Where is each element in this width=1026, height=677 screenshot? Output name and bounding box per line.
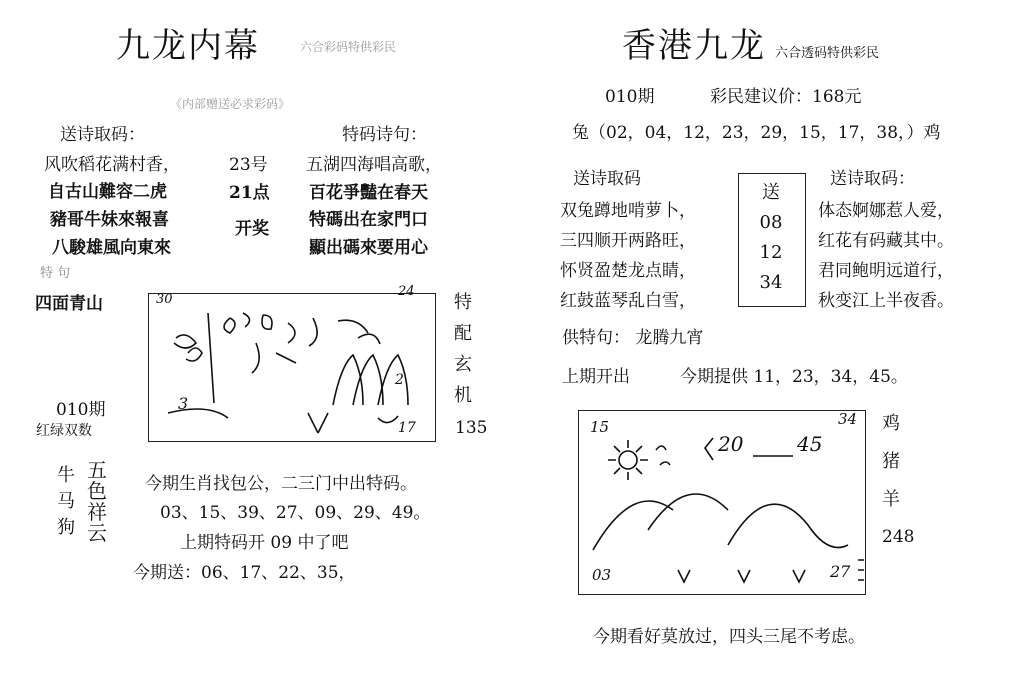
footer-line: 今期看好莫放过，四头三尾不考虑。 [593,627,865,647]
poem-line: 顯出碼來要用心 [309,238,428,258]
poem-line: 秋变江上半夜香。 [818,291,954,311]
hint-line: 今期生肖找包公，二三门中出特码。 [145,474,417,494]
sketch-number: 24 [398,284,415,299]
label-send-poem: 送诗取码： [60,125,145,145]
poem-line: 百花爭豔在春天 [309,183,428,203]
right-subtitle: 六合透码特供彩民 [775,46,880,61]
poem-line: 风吹稻花满村香， [44,155,180,175]
sketch-number: 3 [178,394,189,413]
number-line: 03、15、39、27、09、29、49。 [160,503,431,523]
label-send-right: 送诗取码： [830,169,915,189]
label-special-phrase: 特 句 [40,266,71,281]
poem-line: 豬哥牛妹來報喜 [50,210,169,230]
send-line: 今期送：06、17、22、35， [133,563,356,583]
poem-line: 八駿雄風向東來 [52,238,171,258]
side-animal-column: 鸡 猪 羊 [882,413,900,510]
right-title: 香港九龙 [622,26,766,66]
poem-line: 自古山難容二虎 [48,182,167,202]
sketch-number: 34 [838,410,858,428]
sketch-number: 15 [590,418,610,436]
poem-line: 三四顺开两路旺， [560,231,696,251]
sketch-number: 2 [395,372,404,388]
poem-line: 怀贤盈楚龙点睛， [560,261,696,281]
poem-line: 红花有码藏其中。 [818,231,954,251]
right-period: 010期 [605,87,655,107]
poem-line: 体态婀娜惹人爱， [818,201,954,221]
this-period-numbers: 今期提供 11，23，34，45。 [680,367,908,387]
xiangyun-column: 五 色 祥 云 [87,458,107,545]
left-sketch-drawing [148,293,434,440]
period-label: 010期 [56,400,106,420]
last-period-label: 上期开出 [562,367,630,387]
number-248: 248 [882,527,915,547]
price: 彩民建议价：168元 [710,87,862,107]
sketch-number: 17 [398,420,416,436]
draw-label: 开奖 [235,219,269,239]
animal-column: 牛 马 狗 [57,465,75,538]
sketch-number: 27 [830,562,851,581]
special-phrase: 四面青山 [35,294,103,314]
sketch-number: 30 [156,292,173,307]
poem-line: 五湖四海唱高歌， [306,155,442,175]
red-green-label: 红绿双数 [36,423,92,439]
send-number-list: 送 08 12 34 [759,182,783,293]
left-title: 九龙内幕 [116,26,260,66]
sketch-number: 45 [797,432,823,456]
poem-line: 君同鲍明远道行， [818,261,954,281]
poem-line: 特碼出在家門口 [309,210,428,230]
label-send-left: 送诗取码 [573,169,641,189]
number-135: 135 [455,418,488,438]
last-period-line: 上期特码开 09 中了吧 [180,533,349,553]
special-phrase-line: 供特句： 龙腾九宵 [562,328,704,348]
rabbit-line: 兔（02，04，12，23，29，15，17，38，）鸡 [572,123,941,143]
draw-number: 23号 [229,155,268,175]
left-subtitle: 六合彩码特供彩民 [300,40,397,54]
draw-time: 21点 [229,183,270,203]
sketch-number: 20 [718,432,744,456]
poem-line: 红鼓蓝琴乱白雪， [560,291,696,311]
poem-line: 双兔蹲地啃萝卜， [560,201,696,221]
left-subheader: 《内部赠送必求彩码》 [170,97,291,111]
label-special-poem: 特码诗句： [342,125,427,145]
sketch-number: 03 [592,566,612,584]
vertical-label: 特 配 玄 机 [454,292,472,406]
